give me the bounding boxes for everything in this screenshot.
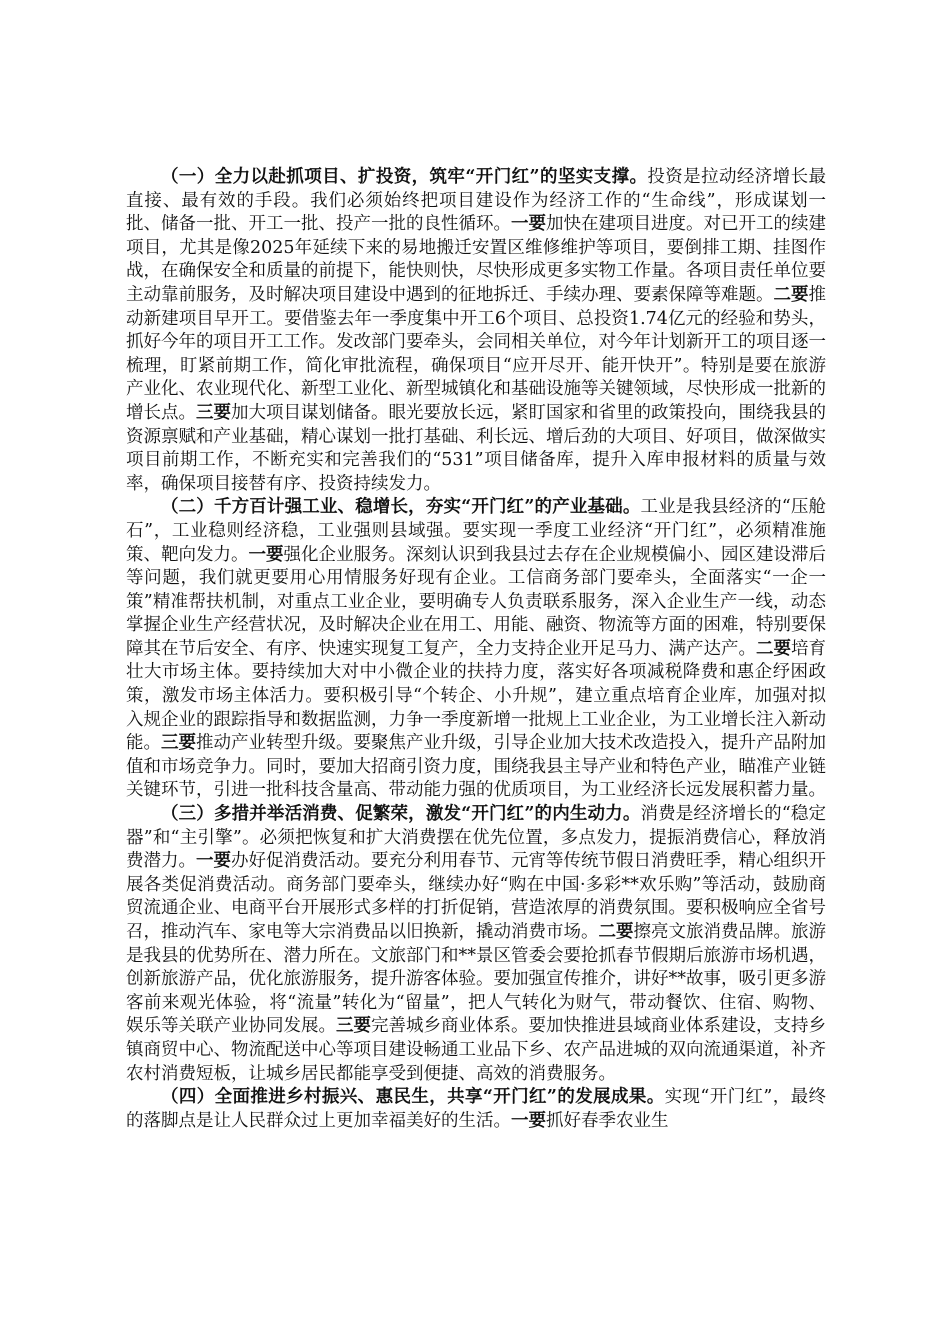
section-heading: （二）千方百计强工业、稳增长，夯实“开门红”的产业基础。 [161,497,641,518]
body-text: 加大项目谋划储备。眼光要放长远，紧盯国家和省里的政策投向，围绕我县的资源禀赋和产业基础，精心谋划一批打基础、利长远、增后劲的大项目、好项目，做深做实项目前期工作，不断充实和完善我们的“531”项目储备库，提升入库申报材料的质量与效率，确保项目接替有序、投资持续发力。 [126,402,826,494]
key-point-marker: 三要 [196,402,231,423]
body-text: 推动产业转型升级。要聚焦产业升级，引导企业加大技术改造投入，提升产品附加值和市场竞争力。同时，要加大招商引资力度，围绕我县主导产业和特色产业，瞄准产业链关键环节，引进一批科技含量高、带动能力强的优质项目，为工业经济长远发展积蓄力量。 [126,733,826,801]
body-text: 完善城乡商业体系。要加快推进县域商业体系建设，支持乡镇商贸中心、物流配送中心等项目建设畅通工业品下乡、农产品进城的双向流通渠道，补齐农村消费短板，让城乡居民都能享受到便捷、高效的消费服务。 [126,1016,826,1084]
key-point-marker: 一要 [248,544,284,565]
body-text: 消费是经济增长的“稳定器”和“主引擎”。必须把恢复和扩大消费摆在优先位置，多点发力，提振消费信心，释放消费潜力。 [126,804,826,872]
key-point-marker: 二要 [756,638,791,659]
section-paragraph [126,803,826,1086]
section-paragraph [126,166,826,496]
section-heading: （四）全面推进乡村振兴、惠民生，共享“开门红”的发展成果。 [161,1087,665,1108]
body-text: 实现“开门红”，最终的落脚点是让人民群众过上更加幸福美好的生活。 [126,1087,826,1131]
body-text: 加快在建项目进度。对已开工的续建项目，尤其是像2025年延续下来的易地搬迁安置区维修维护等项目，要倒排工期、挂图作战，在确保安全和质量的前提下，能快则快，尽快形成更多实物工作量。各项目责任单位要主动靠前服务，及时解决项目建设中遇到的征地拆迁、手续办理、要素保障等难题。 [126,214,826,305]
body-text: 培育壮大市场主体。要持续加大对中小微企业的扶持力度，落实好各项减税降费和惠企纾困政策，激发市场主体活力。要积极引导“个转企、小升规”，建立重点培育企业库，加强对拟入规企业的跟踪指导和数据监测，力争一季度新增一批规上工业企业，为工业增长注入新动能。 [126,638,826,754]
section-heading: （三）多措并举活消费、促繁荣，激发“开门红”的内生动力。 [161,804,641,825]
document-body [126,166,826,1133]
body-text: 办好促消费活动。要充分利用春节、元宵等传统节假日消费旺季，精心组织开展各类促消费活动。商务部门要牵头，继续办好“购在中国·多彩**欢乐购”等活动，鼓励商贸流通企业、电商平台开展形式多样的打折促销，营造浓厚的消费氛围。要积极响应全省号召，推动汽车、家电等大宗消费品以旧换新，撬动消费市场。 [126,851,826,942]
body-text: 投资是拉动经济增长最直接、最有效的手段。我们必须始终把项目建设作为经济工作的“生命线”，形成谋划一批、储备一批、开工一批、投产一批的良性循环。 [126,167,826,235]
section-paragraph [126,1086,826,1133]
key-point-marker: 一要 [511,1110,546,1131]
key-point-marker: 二要 [598,922,634,942]
section-text [126,804,826,1084]
key-point-marker: 三要 [161,733,196,754]
body-text: 工业是我县经济的“压舱石”，工业稳则经济稳，工业强则县域强。要实现一季度工业经济“开门红”，必须精准施策、靶向发力。 [126,497,826,565]
body-text: 擦亮文旅消费品牌。旅游是我县的优势所在、潜力所在。文旅部门和**景区管委会要抢抓春节假期后旅游市场机遇，创新旅游产品，优化旅游服务，提升游客体验。要加强宣传推介，讲好**故事，吸引更多游客前来观光体验，将“流量”转化为“留量”，把人气转化为财气，带动餐饮、住宿、购物、娱乐等关联产业协同发展。 [126,922,826,1037]
body-text: 强化企业服务。深刻认识到我县过去存在企业规模偏小、园区建设滞后等问题，我们就更要用心用情服务好现有企业。工信商务部门要牵头，全面落实“一企一策”精准帮扶机制，对重点工业企业，要明确专人负责联系服务，深入企业生产一线，动态掌握企业生产经营状况，及时解决企业在用工、用能、融资、物流等方面的困难，特别要保障其在节后安全、有序、快速实现复工复产，全力支持企业开足马力、满产达产。 [126,544,826,659]
section-paragraph [126,496,826,803]
section-heading: （一）全力以赴抓项目、扩投资，筑牢“开门红”的坚实支撑。 [161,167,648,187]
body-text: 抓好春季农业生 [546,1110,669,1131]
section-text [126,497,826,800]
key-point-marker: 一要 [196,851,231,872]
section-text [126,167,826,494]
key-point-marker: 一要 [511,214,546,235]
key-point-marker: 二要 [773,284,809,305]
body-text: 推动新建项目早开工。要借鉴去年一季度集中开工6个项目、总投资1.74亿元的经验和势头，抓好今年的项目开工工作。发改部门要牵头，会同相关单位，对今年计划新开工的项目逐一梳理，盯紧前期工作，简化审批流程，确保项目“应开尽开、能开快开”。特别是要在旅游产业化、农业现代化、新型工业化、新型城镇化和基础设施等关键领域，尽快形成一批新的增长点。 [126,284,826,423]
key-point-marker: 三要 [336,1016,371,1037]
